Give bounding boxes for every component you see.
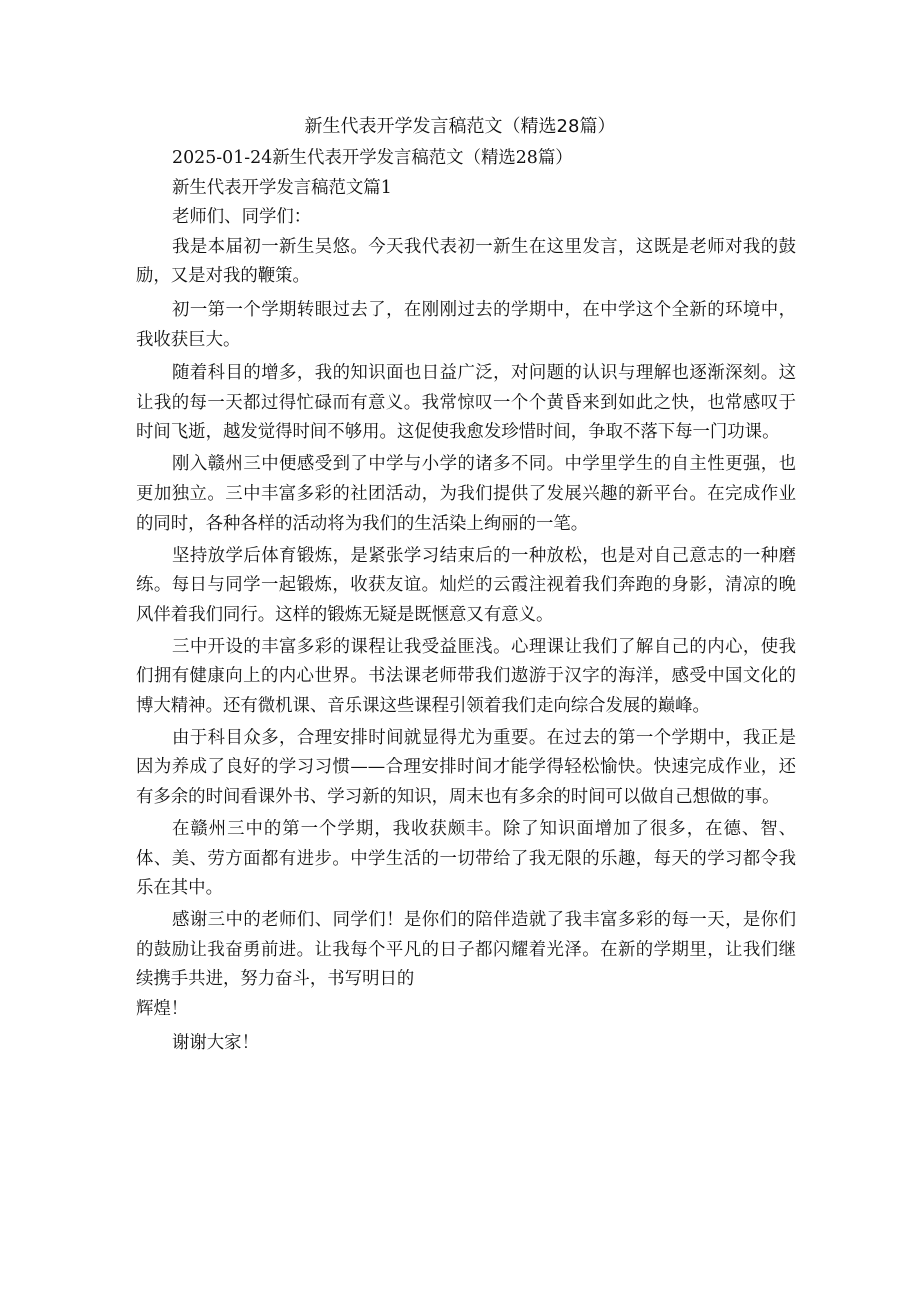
document-title: 新生代表开学发言稿范文（精选28篇）: [304, 116, 616, 137]
paragraph: 刚入赣州三中便感受到了中学与小学的诸多不同。中学里学生的自主性更强，也更加独立。三中丰富多彩的社团活动，为我们提供了发展兴趣的新平台。在完成作业的同时，各种各样的活动将为我们的生活染上绚丽的一笔。: [136, 454, 796, 534]
paragraph: 随着科目的增多，我的知识面也日益广泛，对问题的认识与理解也逐渐深刻。这让我的每一天都过得忙碌而有意义。我常惊叹一个个黄昏来到如此之快，也常感叹于时间飞逝，越发觉得时间不够用。这促使我愈发珍惜时间，争取不落下每一门功课。: [136, 363, 796, 443]
paragraph: 三中开设的丰富多彩的课程让我受益匪浅。心理课让我们了解自己的内心，使我们拥有健康向上的内心世界。书法课老师带我们遨游于汉字的海洋，感受中国文化的博大精神。还有微机课、音乐课这些课程引领着我们走向综合发展的巅峰。: [136, 636, 796, 716]
section-heading: 新生代表开学发言稿范文篇1: [172, 177, 392, 198]
salutation: 老师们、同学们：: [172, 207, 312, 228]
paragraph: 感谢三中的老师们、同学们！是你们的陪伴造就了我丰富多彩的每一天，是你们的鼓励让我奋勇前进。让我每个平凡的日子都闪耀着光泽。在新的学期里，让我们继续携手共进，努力奋斗，书写明日的: [136, 910, 796, 990]
closing-line: 谢谢大家！: [172, 1032, 259, 1053]
paragraph: 我是本届初一新生吴悠。今天我代表初一新生在这里发言，这既是老师对我的鼓励，又是对我的鞭策。: [136, 236, 796, 287]
paragraph: 在赣州三中的第一个学期，我收获颇丰。除了知识面增加了很多，在德、智、体、美、劳方面都有进步。中学生活的一切带给了我无限的乐趣，每天的学习都令我乐在其中。: [136, 819, 796, 899]
paragraph: 初一第一个学期转眼过去了，在刚刚过去的学期中，在中学这个全新的环境中，我收获巨大。: [136, 299, 796, 350]
date-line: 2025-01-24新生代表开学发言稿范文（精选28篇）: [172, 148, 573, 168]
continuation-line: 辉煌！: [136, 998, 189, 1019]
paragraph: 由于科目众多，合理安排时间就显得尤为重要。在过去的第一个学期中，我正是因为养成了良好的学习习惯——合理安排时间才能学得轻松愉快。快速完成作业，还有多余的时间看课外书、学习新的知识，周末也有多余的时间可以做自己想做的事。: [136, 727, 796, 808]
paragraph: 坚持放学后体育锻炼，是紧张学习结束后的一种放松，也是对自己意志的一种磨练。每日与同学一起锻炼，收获友谊。灿烂的云霞注视着我们奔跑的身影，清凉的晚风伴着我们同行。这样的锻炼无疑是既惬意又有意义。: [136, 545, 796, 625]
document-body: [136, 144, 796, 1061]
